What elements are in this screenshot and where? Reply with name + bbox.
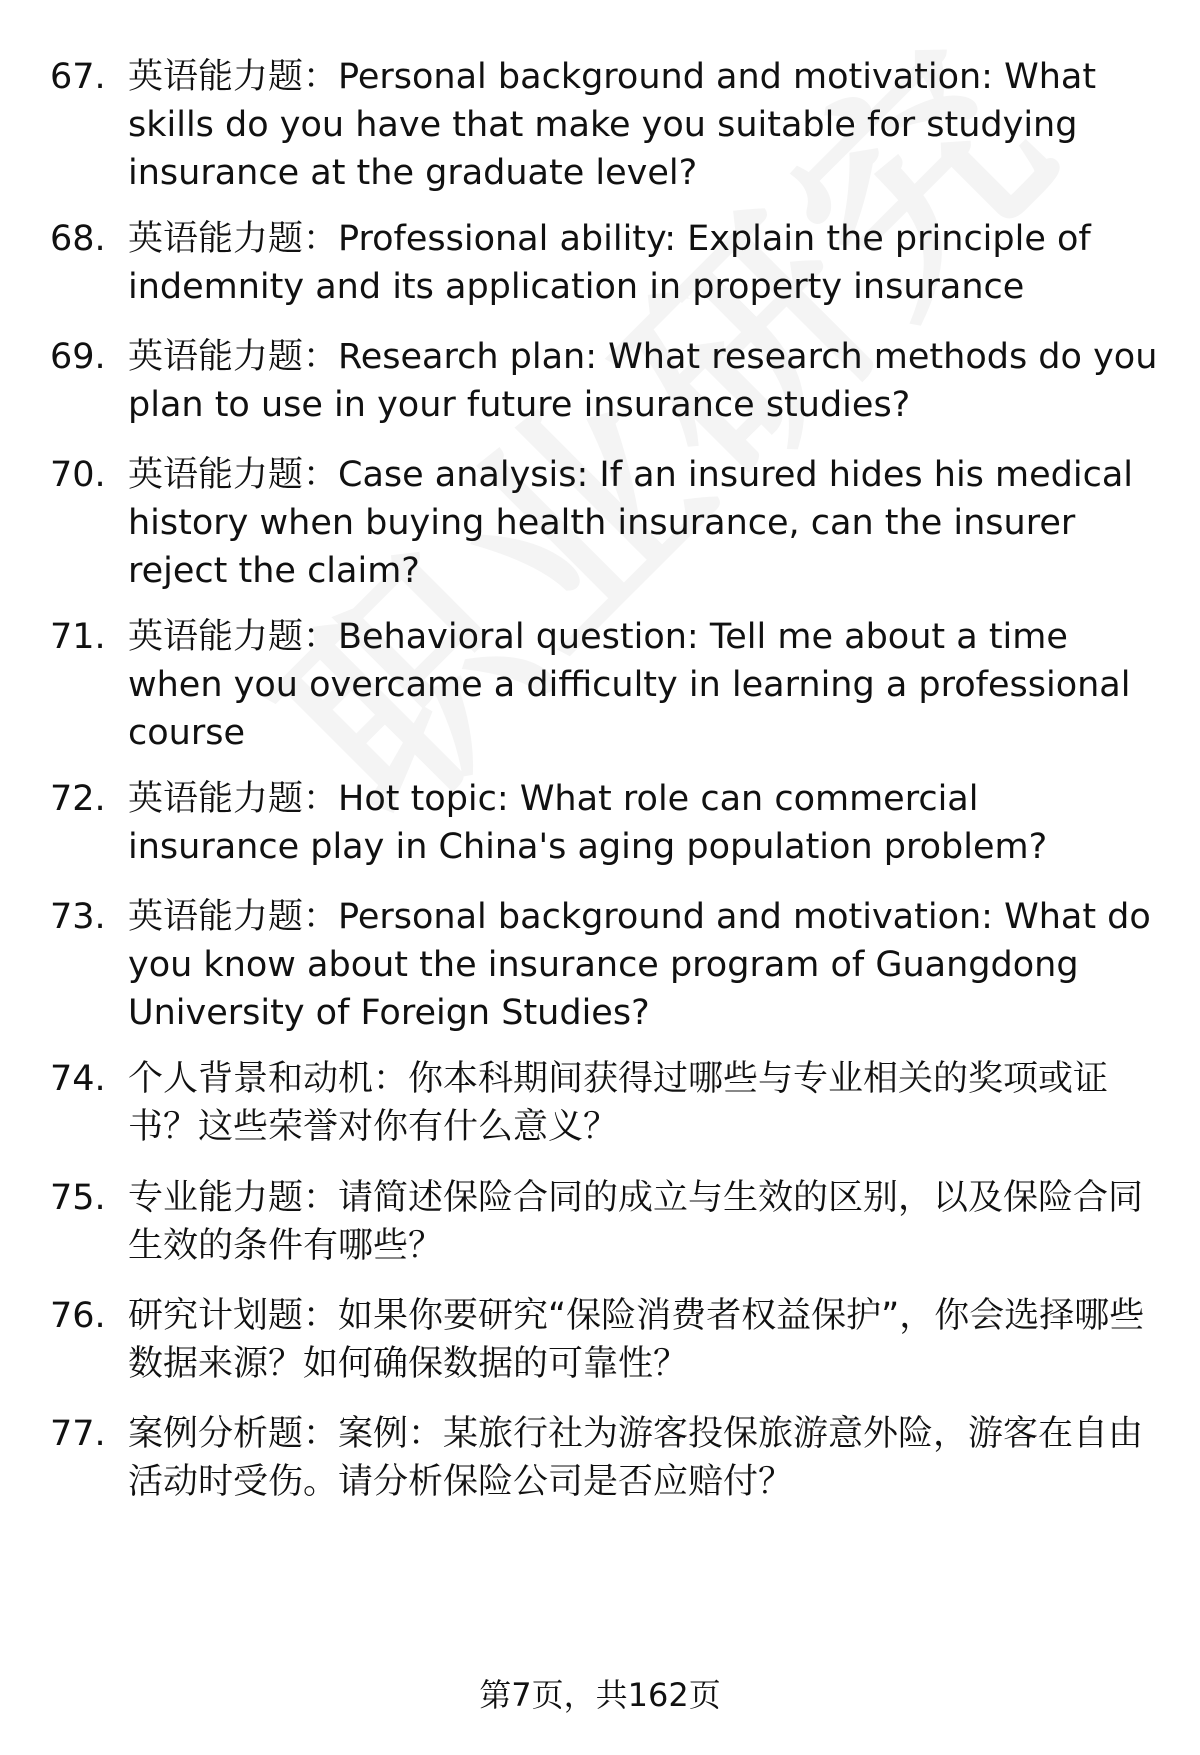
question-text: 英语能力题：Case analysis: If an insured hides his medical history when buying health insurance, can the insurer reject the claim?	[128, 455, 1134, 591]
question-number: 75.	[50, 1178, 106, 1218]
question-number: 70.	[50, 455, 106, 495]
question-number: 68.	[50, 219, 106, 259]
question-item	[50, 1410, 1160, 1506]
question-text: 案例分析题：案例：某旅行社为游客投保旅游意外险，游客在自由活动时受伤。请分析保险公司是否应赔付？	[128, 1414, 1144, 1502]
question-text: 英语能力题：Behavioral question: Tell me about a time when you overcame a difficulty in learning a professional course	[128, 617, 1131, 753]
question-text: 英语能力题：Hot topic: What role can commercial insurance play in China's aging population problem?	[128, 779, 1048, 867]
question-item	[50, 1292, 1160, 1388]
question-text: 个人背景和动机：你本科期间获得过哪些与专业相关的奖项或证书？这些荣誉对你有什么意义？	[128, 1059, 1109, 1147]
question-item	[50, 775, 1160, 871]
question-number: 74.	[50, 1059, 106, 1099]
question-text: 英语能力题：Personal background and motivation: What do you know about the insurance program of Guangdong University of Foreign Studies?	[128, 897, 1151, 1033]
question-text: 英语能力题：Professional ability: Explain the principle of indemnity and its application in property insurance	[128, 219, 1091, 307]
question-item	[50, 1055, 1160, 1151]
question-item	[50, 451, 1160, 595]
page-footer: 第7页，共162页	[479, 1676, 721, 1714]
question-text: 英语能力题：Research plan: What research methods do you plan to use in your future insurance studies?	[128, 337, 1158, 425]
question-number: 69.	[50, 337, 106, 377]
question-text: 专业能力题：请简述保险合同的成立与生效的区别，以及保险合同生效的条件有哪些？	[128, 1178, 1144, 1266]
question-number: 76.	[50, 1296, 106, 1336]
question-text: 英语能力题：Personal background and motivation: What skills do you have that make you suitable for studying insurance at the graduate level?	[128, 57, 1097, 193]
question-number: 77.	[50, 1414, 106, 1454]
question-item	[50, 53, 1160, 197]
question-item	[50, 893, 1160, 1037]
question-number: 73.	[50, 897, 106, 937]
question-text: 研究计划题：如果你要研究“保险消费者权益保护”，你会选择哪些数据来源？如何确保数据的可靠性？	[128, 1296, 1145, 1384]
question-item	[50, 1174, 1160, 1270]
question-number: 71.	[50, 617, 106, 657]
question-number: 72.	[50, 779, 106, 819]
question-item	[50, 333, 1160, 429]
question-number: 67.	[50, 57, 106, 97]
question-item	[50, 613, 1160, 757]
question-item	[50, 215, 1160, 311]
